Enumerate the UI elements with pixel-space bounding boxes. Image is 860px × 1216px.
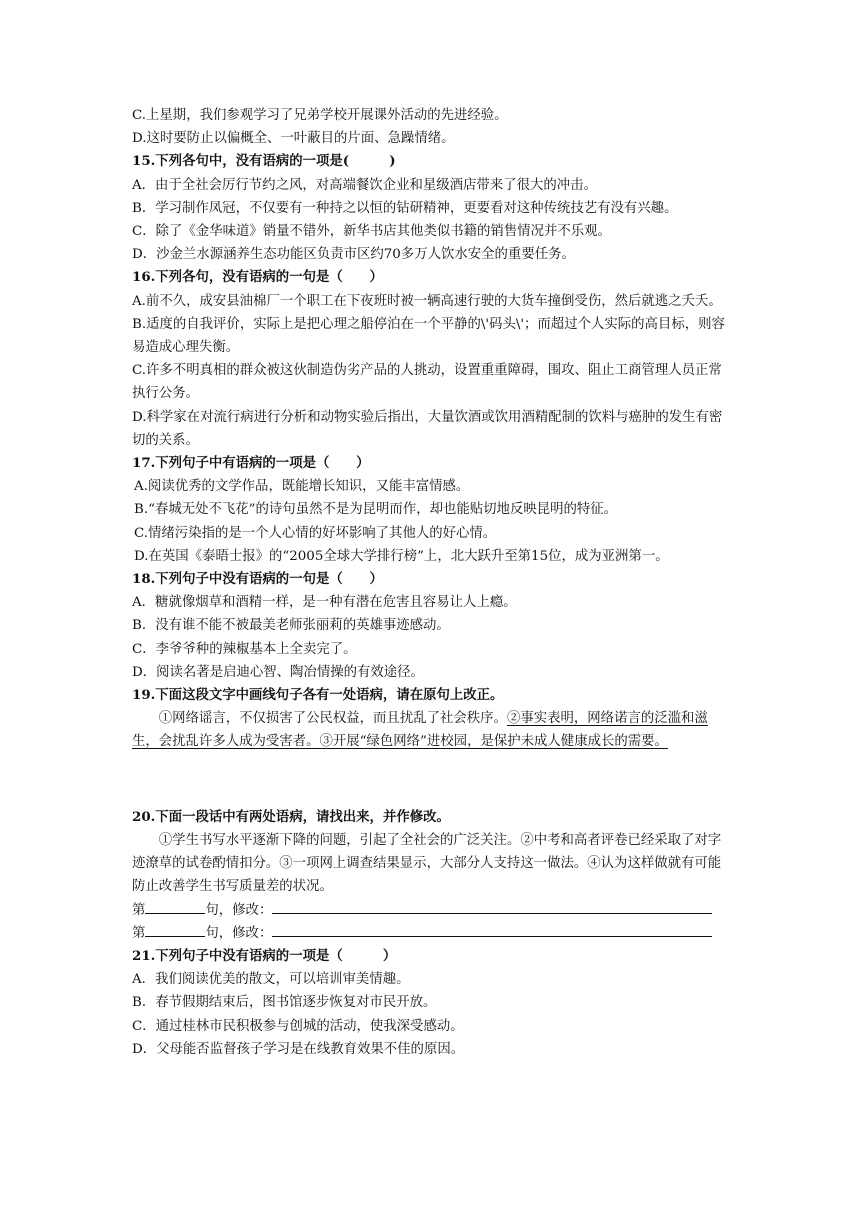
q21-option-b: B．春节假期结束后，图书馆逐步恢复对市民开放。 [132, 995, 437, 1011]
q17-option-b: B.“春城无处不飞花”的诗句虽然不是为昆明而作，却也能贴切地反映昆明的特征。 [134, 502, 618, 518]
q15-option-d: D．沙金兰水源涵养生态功能区负责市区约70多万人饮水安全的重要任务。 [132, 247, 575, 263]
q21-option-c: C．通过桂林市民积极参与创城的活动，使我深受感动。 [132, 1018, 464, 1034]
q14-option-c: C.上星期，我们参观学习了兄弟学校开展课外活动的先进经验。 [132, 108, 508, 123]
q17-option-a: A.阅读优秀的文学作品，既能增长知识，又能丰富情感。 [134, 479, 470, 495]
q21-option-d: D．父母能否监督孩子学习是在线教育效果不佳的原因。 [132, 1041, 465, 1057]
revision-blank[interactable] [272, 899, 712, 914]
q18-option-b: B．没有谁不能不被最美老师张丽莉的英雄事迹感动。 [132, 618, 450, 634]
q20-passage: ①学生书写水平逐渐下降的问题，引起了全社会的广泛关注。②中考和高者评卷已经采取了对字迹潦草的试卷酌情扣分。③一项网上调查结果显示，大部分人支持这一做法。④认为这样做就有可能防止改善学生书写质量差的状况。 [132, 832, 722, 895]
q17-stem: 17.下列句子中有语病的一项是（ ） [132, 455, 370, 472]
q19-stem: 19.下面这段文字中画线句子各有一处语病，请在原句上改正。 [132, 687, 504, 704]
answer-space [132, 754, 732, 806]
q16-option-b: B.适度的自我评价，实际上是把心理之船停泊在一个平静的\'码头\'；而超过个人实际的高目标，则容易造成心理失衡。 [132, 316, 725, 356]
q19-underlined-sentence-2: ②事实表明，网络诺言的泛滥和滋生，会扰乱许多人成为受害者。 [132, 711, 708, 750]
q15-option-b: B．学习制作凤冠，不仅要有一种持之以恒的钻研精神，更要看对这种传统技艺有没有兴趣。 [132, 200, 678, 216]
q20-stem: 20.下面一段话中有两处语病，请找出来，并作修改。 [132, 808, 450, 825]
q15-option-a: A．由于全社会厉行节约之风，对高端餐饮企业和星级酒店带来了很大的冲击。 [132, 177, 597, 193]
q16-option-d: D.科学家在对流行病进行分析和动物实验后指出，大量饮酒或饮用酒精配制的饮料与癌肿的发生有密切的关系。 [132, 409, 723, 448]
q19-passage [132, 707, 732, 753]
exam-page [132, 104, 732, 1061]
q16-stem: 16.下列各句，没有语病的一句是（ ） [132, 269, 383, 286]
revision-blank[interactable] [272, 922, 712, 937]
q20-fill-line-1: 第 句，修改： [132, 899, 732, 922]
q14-option-d: D.这时要防止以偏概全、一叶蔽目的片面、急躁情绪。 [132, 131, 455, 147]
q19-underlined-sentence-3: ③开展“绿色网络”进校园，是保护未成人健康成长的需要。 [319, 734, 668, 750]
q19-sentence-1: ①网络谣言，不仅损害了公民权益，而且扰乱了社会秩序。 [158, 711, 507, 727]
q17-option-d: D.在英国《泰晤士报》的“2005全球大学排行榜”上，北大跃升至第15位，成为亚洲第一。 [134, 548, 669, 564]
q18-option-c: C．李爷爷种的辣椒基本上全卖完了。 [132, 641, 357, 657]
q15-stem: 15.下列各句中，没有语病的一项是( ) [132, 153, 396, 170]
q16-option-c: C.许多不明真相的群众被这伙制造伪劣产品的人挑动，设置重重障碍，围攻、阻止工商管理人员正常执行公务。 [132, 363, 722, 402]
q18-option-a: A．糖就像烟草和酒精一样，是一种有潜在危害且容易让人上瘾。 [132, 595, 517, 611]
q21-stem: 21.下列句子中没有语病的一项是（ ） [132, 947, 397, 964]
q18-stem: 18.下列句子中没有语病的一句是（ ） [132, 571, 383, 588]
q21-option-a: A．我们阅读优美的散文，可以培训审美情趣。 [132, 972, 410, 988]
sentence-number-blank[interactable] [145, 922, 205, 937]
q18-option-d: D．阅读名著是启迪心智、陶冶情操的有效途径。 [132, 664, 424, 680]
q16-option-a: A.前不久，成安县油棉厂一个职工在下夜班时被一辆高速行驶的大货车撞倒受伤，然后就逃之夭夭。 [132, 293, 722, 309]
sentence-number-blank[interactable] [145, 899, 205, 914]
q17-option-c: C.情绪污染指的是一个人心情的好坏影响了其他人的好心情。 [134, 525, 497, 541]
q20-fill-line-2: 第 句，修改： [132, 922, 732, 945]
q15-option-c: C．除了《金华味道》销量不错外，新华书店其他类似书籍的销售情况并不乐观。 [132, 224, 611, 240]
